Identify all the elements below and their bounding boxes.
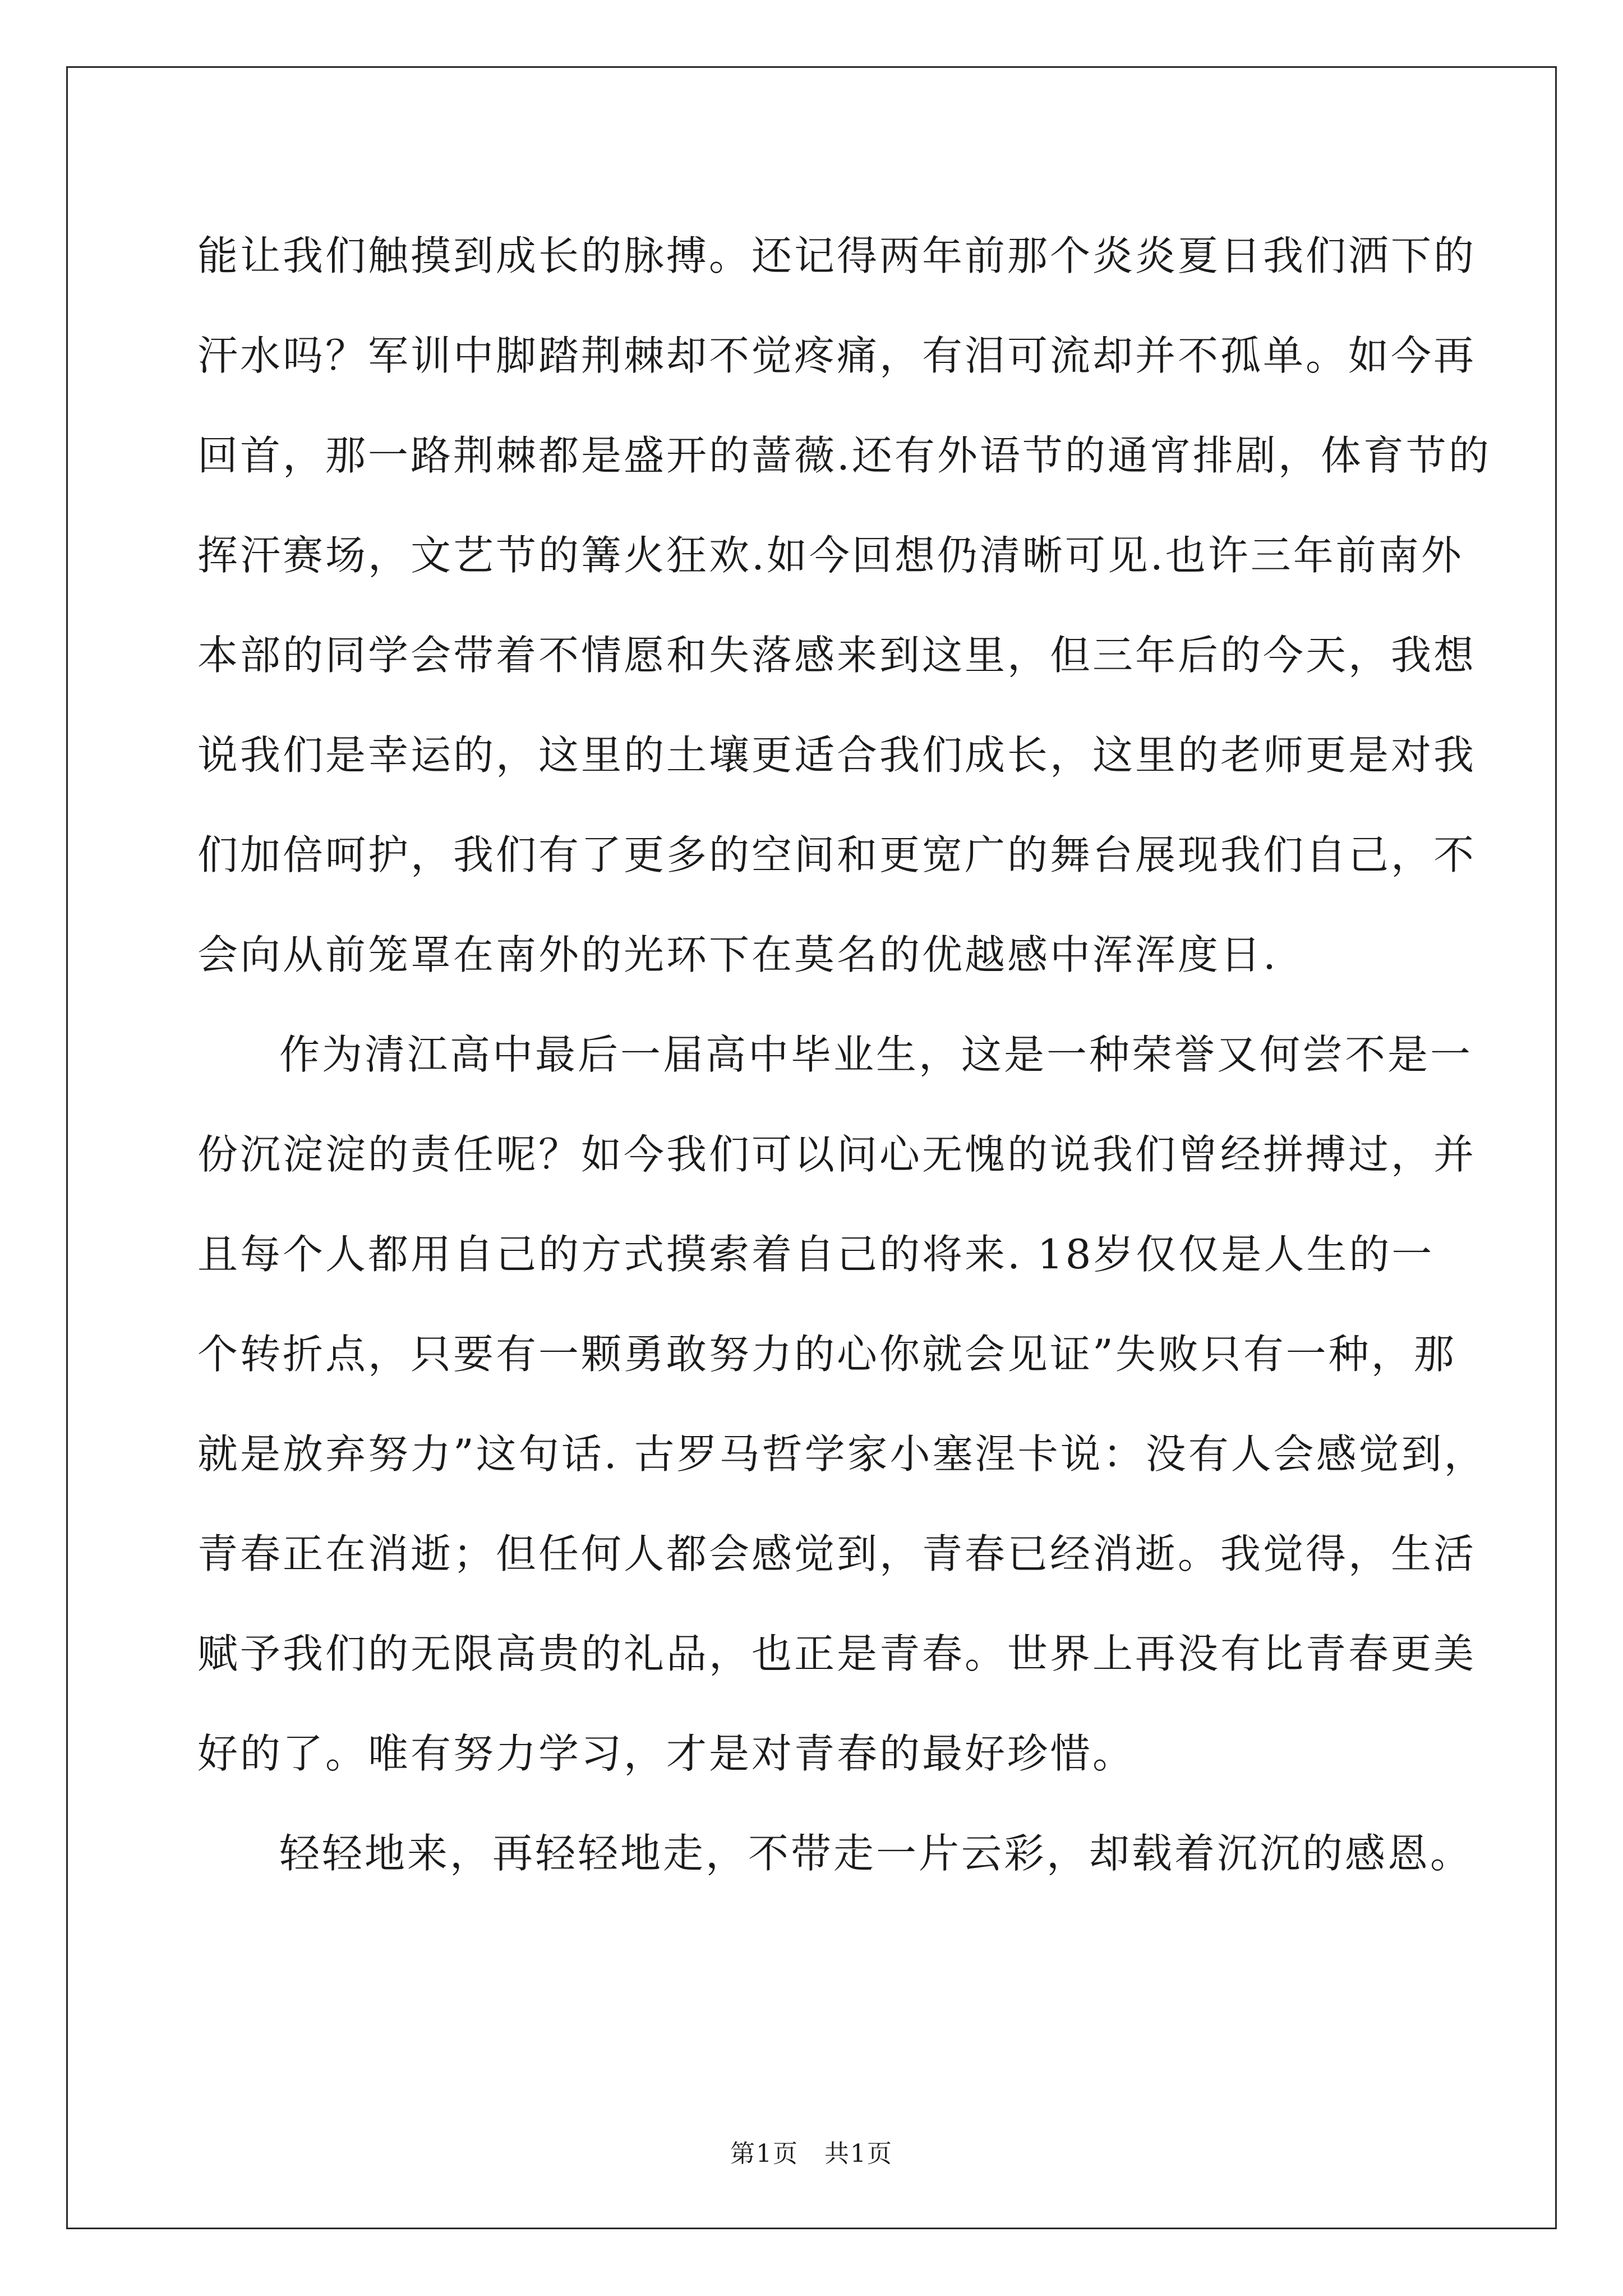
page-footer [0, 2137, 1623, 2171]
text-line: 且每个人都用自己的方式摸索着自己的将来. 18岁仅仅是人生的一 [197, 1231, 1435, 1278]
text-line: 赋予我们的无限高贵的礼品，也正是青春。世界上再没有比青春更美 [197, 1630, 1477, 1677]
text-line: 份沉淀淀的责任呢？如今我们可以问心无愧的说我们曾经拼搏过，并 [197, 1131, 1477, 1178]
paragraph-start-line: 轻轻地来，再轻轻地走，不带走一片云彩，却载着沉沉的感恩。 [279, 1830, 1473, 1877]
text-line: 会向从前笼罩在南外的光环下在莫名的优越感中浑浑度日. [197, 931, 1278, 978]
text-line: 回首，那一路荆棘都是盛开的蔷薇.还有外语节的通宵排剧，体育节的 [197, 432, 1491, 479]
document-body [197, 206, 1491, 1903]
text-line: 说我们是幸运的，这里的土壤更适合我们成长，这里的老师更是对我 [197, 731, 1477, 779]
text-line: 青春正在消逝；但任何人都会感觉到，青春已经消逝。我觉得，生活 [197, 1530, 1477, 1577]
text-line: 能让我们触摸到成长的脉搏。还记得两年前那个炎炎夏日我们洒下的 [197, 232, 1477, 279]
text-line: 挥汗赛场，文艺节的篝火狂欢.如今回想仍清晰可见.也许三年前南外 [197, 532, 1464, 579]
text-line: 就是放弃努力”这句话. 古罗马哲学家小塞涅卡说：没有人会感觉到， [197, 1430, 1487, 1478]
page-number-label: 第1页 共1页 [730, 2139, 893, 2168]
text-line: 们加倍呵护，我们有了更多的空间和更宽广的舞台展现我们自己，不 [197, 831, 1477, 878]
text-line: 汗水吗？军训中脚踏荆棘却不觉疼痛，有泪可流却并不孤单。如今再 [197, 332, 1477, 379]
text-line: 好的了。唯有努力学习，才是对青春的最好珍惜。 [197, 1730, 1136, 1777]
text-line: 本部的同学会带着不情愿和失落感来到这里，但三年后的今天，我想 [197, 632, 1477, 679]
text-line: 个转折点，只要有一颗勇敢努力的心你就会见证”失败只有一种，那 [197, 1331, 1456, 1378]
paragraph-start-line: 作为清江高中最后一届高中毕业生，这是一种荣誉又何尝不是一 [279, 1031, 1473, 1078]
